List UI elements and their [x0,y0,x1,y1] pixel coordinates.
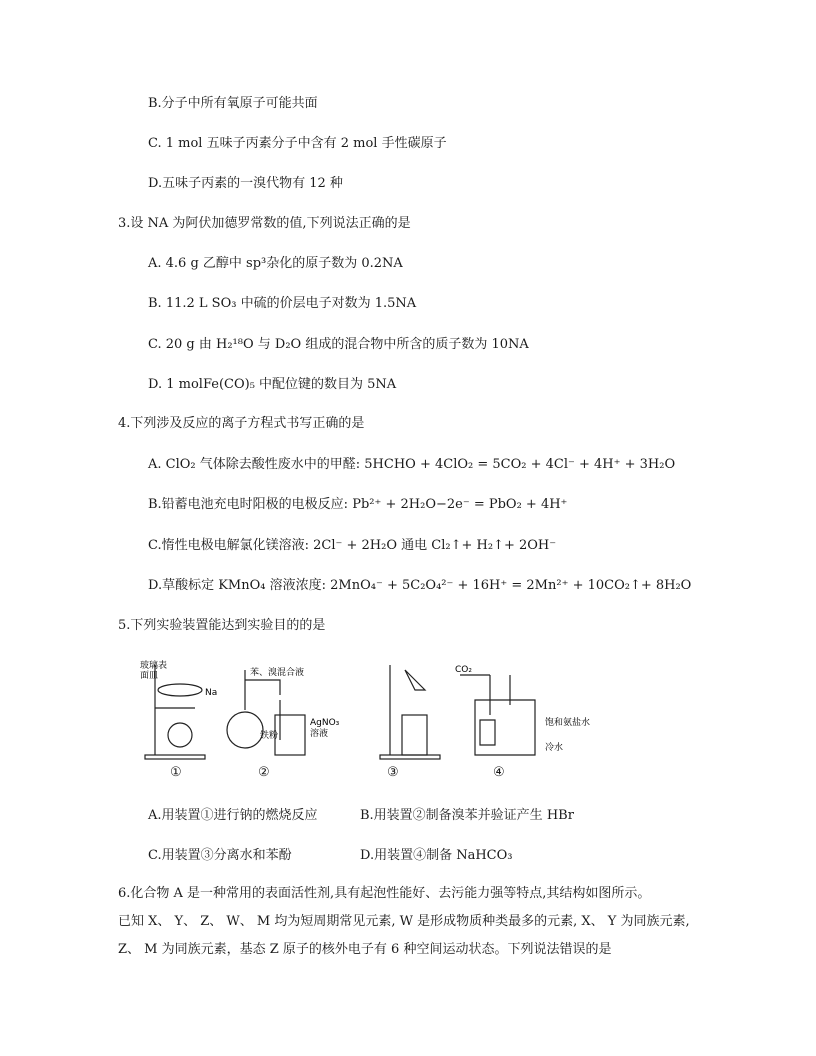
q5-option-a: A.用装置①进行钠的燃烧反应 [148,808,318,823]
label-benzene-bromine: 苯、溴混合液 [250,668,305,678]
q3-option-c: C. 20 g 由 H₂¹⁸O 与 D₂O 组成的混合物中所含的质子数为 10NA [148,337,529,352]
q4-option-c: C.惰性电极电解氯化镁溶液: 2Cl⁻ + 2H₂O 通电 Cl₂↑+ H₂↑+ 2OH⁻ [148,538,557,553]
q5-option-b: B.用装置②制备溴苯并验证产生 HBr [360,808,574,823]
q3-option-a: A. 4.6 g 乙醇中 sp³杂化的原子数为 0.2NA [148,256,403,271]
q4-option-d: D.草酸标定 KMnO₄ 溶液浓度: 2MnO₄⁻ + 5C₂O₄²⁻ + 16H⁺ = 2Mn²⁺ + 10CO₂↑+ 8H₂O [148,578,692,593]
label-glass-dish-2: 面皿 [140,671,159,681]
fig-label-2: ② [258,765,270,780]
fig-label-4: ④ [493,765,505,780]
label-solution: 溶液 [310,729,329,739]
label-cold-water: 冷水 [545,743,564,753]
label-na: Na [205,688,218,698]
question-6-line-2: 已知 X、 Y、 Z、 W、 M 均为短周期常见元素, W 是形成物质种类最多的元素, X、 Y 为同族元素, [118,914,690,929]
apparatus-figure [140,660,640,760]
question-6-line-1: 6.化合物 A 是一种常用的表面活性剂,具有起泡性能好、去污能力强等特点,其结构如图所示。 [118,886,651,901]
q3-option-b: B. 11.2 L SO₃ 中硫的价层电子对数为 1.5NA [148,296,417,311]
q5-option-c: C.用装置③分离水和苯酚 [148,848,292,863]
fig-label-3: ③ [387,765,399,780]
q3-option-d: D. 1 molFe(CO)₅ 中配位键的数目为 5NA [148,377,397,392]
fig-label-1: ① [170,765,182,780]
label-agno3: AgNO₃ [310,718,340,728]
label-co2: CO₂ [455,665,472,675]
question-6-line-3: Z、 M 为同族元素，基态 Z 原子的核外电子有 6 种空间运动状态。下列说法错误的是 [118,942,612,957]
question-3: 3.设 NA 为阿伏加德罗常数的值,下列说法正确的是 [118,216,411,231]
question-5: 5.下列实验装置能达到实验目的的是 [118,618,326,633]
line-c1: C. 1 mol 五味子丙素分子中含有 2 mol 手性碳原子 [148,136,447,151]
line-b1: B.分子中所有氧原子可能共面 [148,96,318,111]
label-glass-dish-1: 玻璃表 [140,661,168,671]
q4-option-b: B.铅蓄电池充电时阳极的电极反应: Pb²⁺ + 2H₂O−2e⁻ = PbO₂ + 4H⁺ [148,497,568,512]
q4-option-a: A. ClO₂ 气体除去酸性废水中的甲醛: 5HCHO + 4ClO₂ = 5CO₂ + 4Cl⁻ + 4H⁺ + 3H₂O [148,457,676,472]
line-d1: D.五味子丙素的一溴代物有 12 种 [148,176,343,191]
question-4: 4.下列涉及反应的离子方程式书写正确的是 [118,416,365,431]
q5-option-d: D.用装置④制备 NaHCO₃ [360,848,513,863]
label-ammonia-brine: 饱和氨盐水 [545,718,591,728]
label-iron-powder: 铁粉 [260,731,279,741]
